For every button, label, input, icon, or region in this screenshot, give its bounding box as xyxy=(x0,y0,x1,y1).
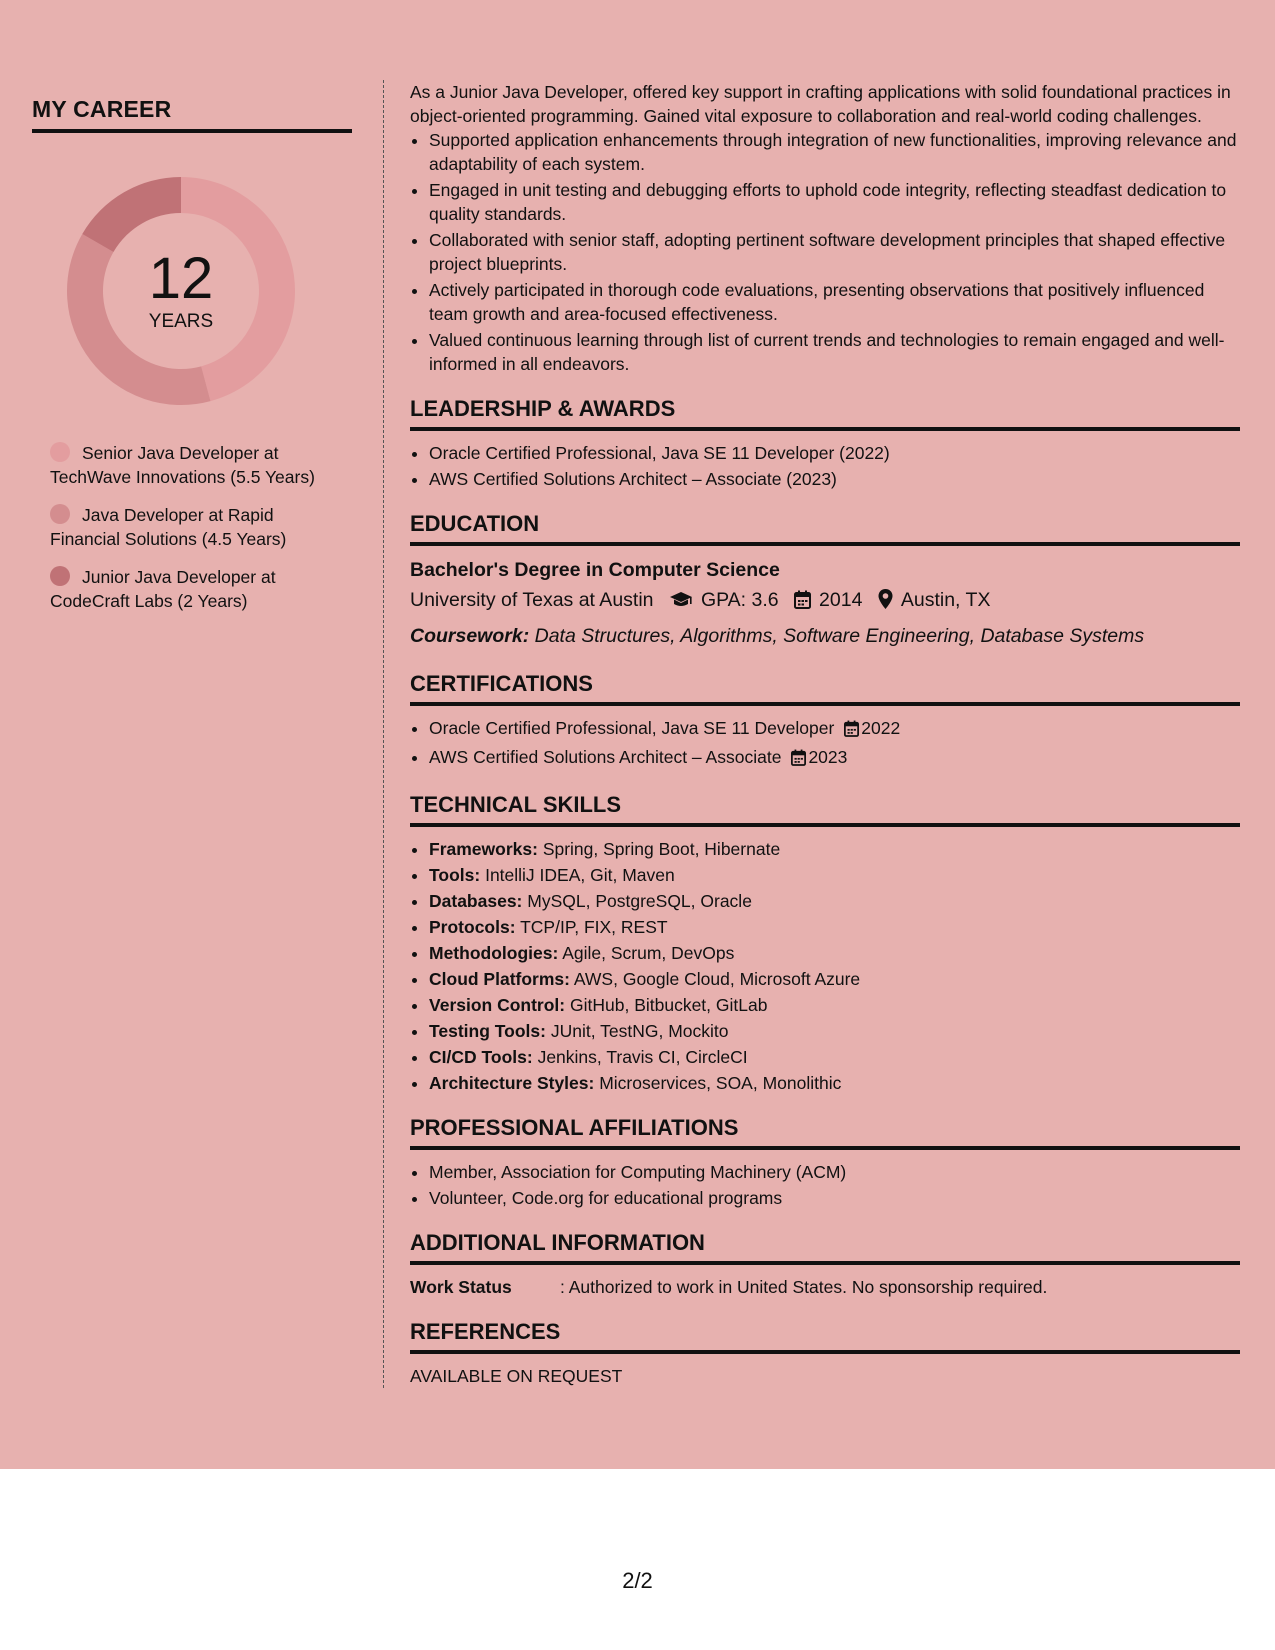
calendar-icon xyxy=(844,719,859,743)
list-item: • Actively participated in thorough code evaluations, presenting observations that positively influenced team growth and area-focused effectiveness. xyxy=(429,278,1240,326)
section-title-technical-skills: TECHNICAL SKILLS xyxy=(410,790,1240,827)
years-label: YEARS xyxy=(148,311,214,332)
affiliations-list xyxy=(410,1160,1240,1210)
section-title-certifications: CERTIFICATIONS xyxy=(410,669,1240,706)
total-years: 12 xyxy=(148,246,214,311)
work-status-label: Work Status xyxy=(410,1277,512,1297)
legend-swatch-3 xyxy=(50,566,70,586)
skill-value: Agile, Scrum, DevOps xyxy=(562,943,735,963)
skills-list xyxy=(410,837,1240,1095)
skill-value: Spring, Spring Boot, Hibernate xyxy=(542,839,781,859)
work-status-value: : Authorized to work in United States. No sponsorship required. xyxy=(560,1277,1048,1297)
skill-value: Microservices, SOA, Monolithic xyxy=(599,1073,842,1093)
school-name: University of Texas at Austin xyxy=(410,589,654,611)
list-item xyxy=(429,941,1240,965)
skill-value: AWS, Google Cloud, Microsoft Azure xyxy=(573,969,861,989)
references-text: AVAILABLE ON REQUEST xyxy=(410,1366,623,1386)
page-number: 2/2 xyxy=(622,1568,653,1593)
section-title-additional-information: ADDITIONAL INFORMATION xyxy=(410,1228,1240,1265)
coursework-list: Data Structures, Algorithms, Software Engineering, Database Systems xyxy=(534,625,1145,647)
legend-item xyxy=(50,503,320,551)
main-content xyxy=(410,80,1240,1388)
skill-label: Version Control: xyxy=(429,995,566,1015)
skill-value: TCP/IP, FIX, REST xyxy=(520,917,668,937)
donut-center xyxy=(65,175,297,407)
experience-bullets xyxy=(410,128,1240,376)
gpa: GPA: 3.6 xyxy=(700,589,779,611)
list-item xyxy=(429,967,1240,991)
certifications-list xyxy=(410,716,1240,772)
list-item xyxy=(429,863,1240,887)
graduation-cap-icon xyxy=(669,587,693,619)
list-item xyxy=(429,745,1240,772)
leadership-list xyxy=(410,441,1240,491)
list-item: • AWS Certified Solutions Architect – Associate (2023) xyxy=(429,467,1240,491)
list-item: • Collaborated with senior staff, adopting pertinent software development principles that shaped effective project blueprints. xyxy=(429,228,1240,276)
skill-label: CI/CD Tools: xyxy=(429,1047,533,1067)
legend-label: Junior Java Developer at CodeCraft Labs (2 Years) xyxy=(50,567,276,611)
section-title-education: EDUCATION xyxy=(410,509,1240,546)
career-title: MY CAREER xyxy=(32,96,352,133)
section-title-affiliations: PROFESSIONAL AFFILIATIONS xyxy=(410,1113,1240,1150)
education-details xyxy=(410,584,1240,619)
list-item: • Valued continuous learning through list of current trends and technologies to remain engaged and well-informed in all endeavors. xyxy=(429,328,1240,376)
school-location: Austin, TX xyxy=(900,589,991,611)
list-item: • Member, Association for Computing Machinery (ACM) xyxy=(429,1160,1240,1184)
list-item xyxy=(429,889,1240,913)
location-pin-icon xyxy=(878,587,893,619)
career-sidebar xyxy=(32,96,352,627)
skill-label: Architecture Styles: xyxy=(429,1073,595,1093)
cert-name: Oracle Certified Professional, Java SE 11 Developer xyxy=(429,718,835,738)
skill-value: GitHub, Bitbucket, GitLab xyxy=(570,995,768,1015)
skill-value: Jenkins, Travis CI, CircleCI xyxy=(537,1047,748,1067)
list-item xyxy=(429,993,1240,1017)
coursework xyxy=(410,621,1240,651)
legend-label: Java Developer at Rapid Financial Solutions (4.5 Years) xyxy=(50,505,287,549)
skill-label: Databases: xyxy=(429,891,523,911)
coursework-label: Coursework: xyxy=(410,625,530,647)
skill-value: IntelliJ IDEA, Git, Maven xyxy=(485,865,675,885)
legend-label: Senior Java Developer at TechWave Innovations (5.5 Years) xyxy=(50,443,315,487)
legend-item xyxy=(50,441,320,489)
column-divider xyxy=(383,80,384,1388)
skill-value: MySQL, PostgreSQL, Oracle xyxy=(527,891,752,911)
skill-label: Methodologies: xyxy=(429,943,559,963)
list-item: • Engaged in unit testing and debugging efforts to uphold code integrity, reflecting steadfast dedication to quality standards. xyxy=(429,178,1240,226)
career-legend xyxy=(50,441,320,613)
graduation-year: 2014 xyxy=(819,589,863,611)
list-item xyxy=(429,716,1240,743)
list-item xyxy=(429,837,1240,861)
list-item xyxy=(429,1019,1240,1043)
section-title-references: REFERENCES xyxy=(410,1317,1240,1354)
cert-name: AWS Certified Solutions Architect – Associate xyxy=(429,747,782,767)
legend-swatch-2 xyxy=(50,504,70,524)
skill-value: JUnit, TestNG, Mockito xyxy=(550,1021,729,1041)
list-item xyxy=(429,915,1240,939)
skill-label: Testing Tools: xyxy=(429,1021,546,1041)
calendar-icon xyxy=(791,748,806,772)
list-item: • Oracle Certified Professional, Java SE 11 Developer (2022) xyxy=(429,441,1240,465)
cert-year: 2022 xyxy=(861,718,901,738)
list-item: • Supported application enhancements through integration of new functionalities, improving relevance and adaptability of each system. xyxy=(429,128,1240,176)
degree-title: Bachelor's Degree in Computer Science xyxy=(410,559,780,581)
list-item xyxy=(429,1045,1240,1069)
work-status-row xyxy=(410,1275,1240,1299)
experience-summary: As a Junior Java Developer, offered key support in crafting applications with solid foundational practices in object-oriented programming. Gained vital exposure to collaboration and real-world coding challenges. xyxy=(410,82,1231,126)
skill-label: Frameworks: xyxy=(429,839,538,859)
skill-label: Cloud Platforms: xyxy=(429,969,570,989)
list-item: • Volunteer, Code.org for educational programs xyxy=(429,1186,1240,1210)
calendar-icon xyxy=(794,587,811,619)
skill-label: Tools: xyxy=(429,865,481,885)
legend-item xyxy=(50,565,320,613)
career-donut-chart xyxy=(65,175,297,407)
list-item xyxy=(429,1071,1240,1095)
skill-label: Protocols: xyxy=(429,917,516,937)
cert-year: 2023 xyxy=(808,747,848,767)
legend-swatch-1 xyxy=(50,442,70,462)
section-title-leadership: LEADERSHIP & AWARDS xyxy=(410,394,1240,431)
